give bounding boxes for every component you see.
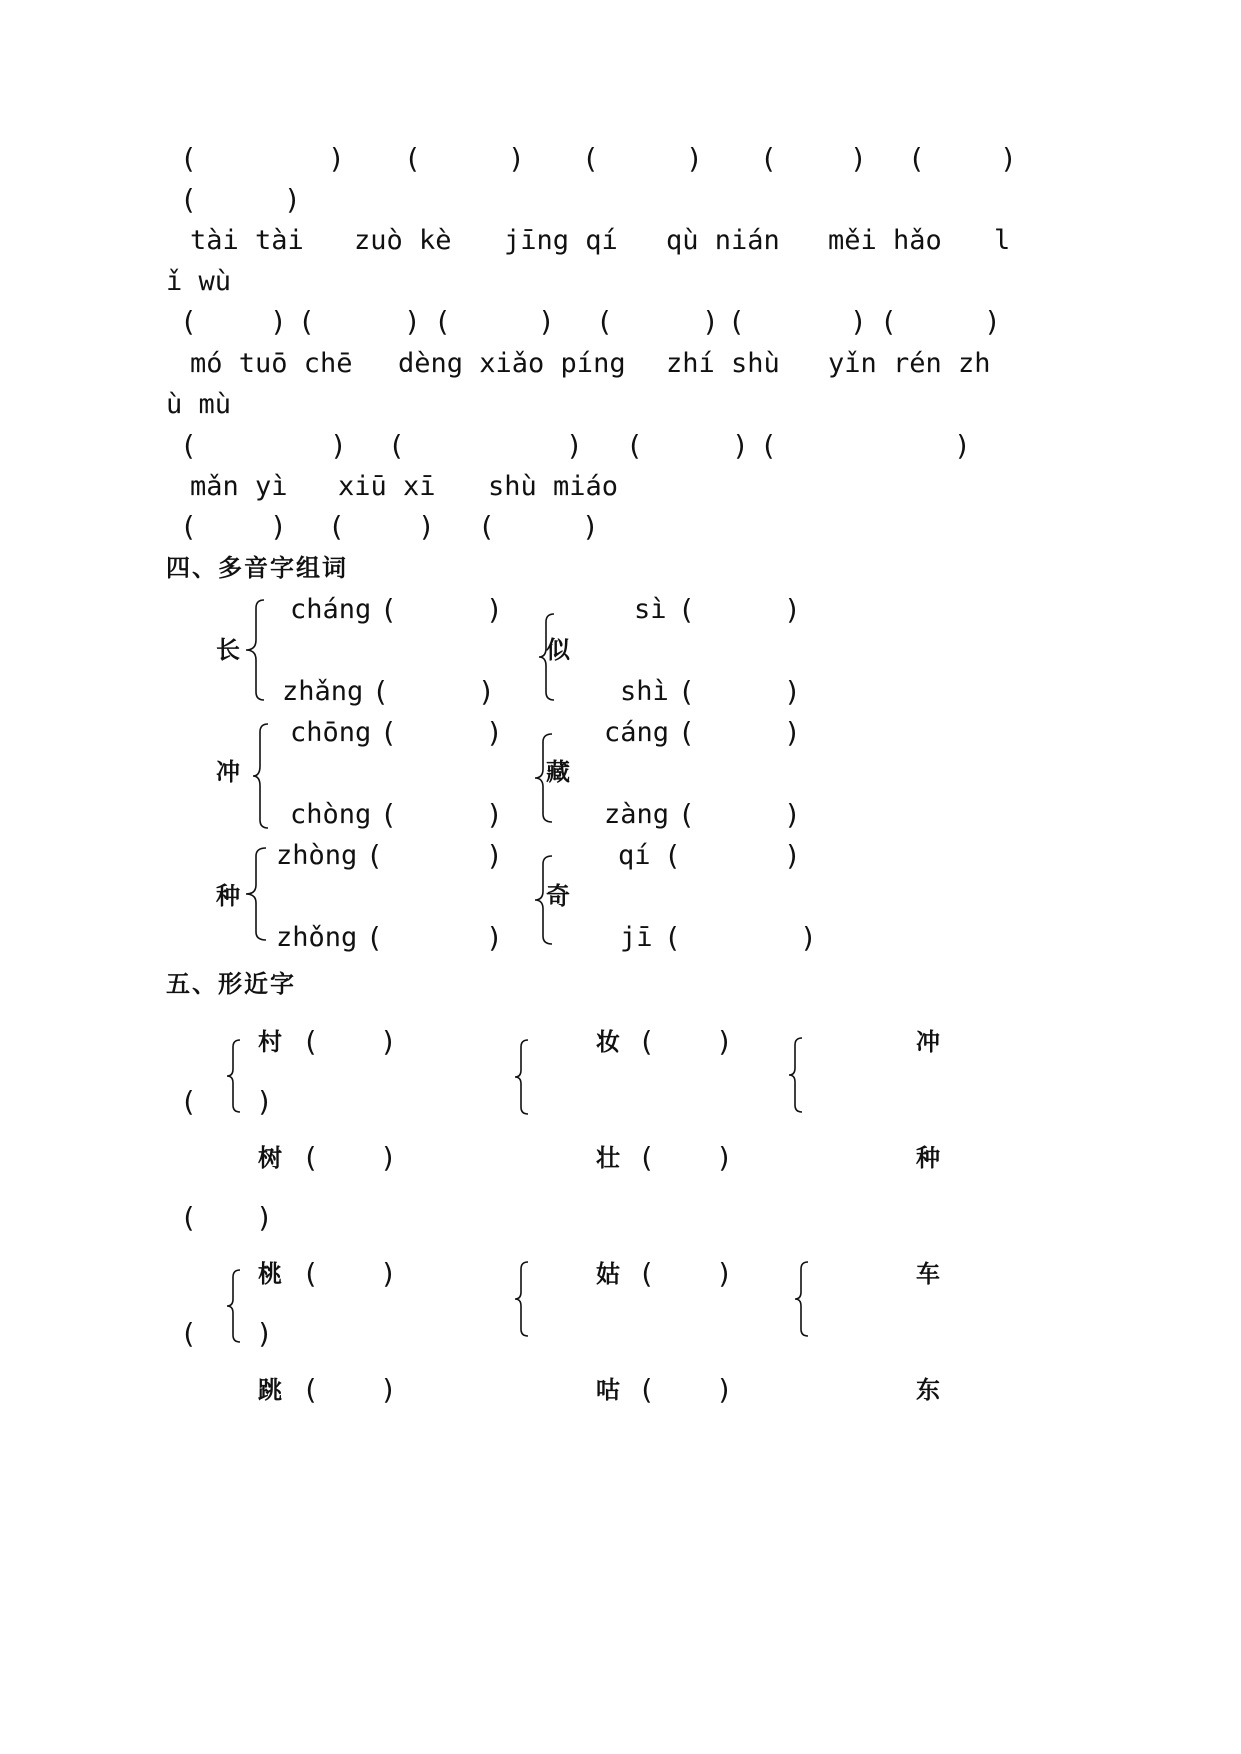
reading: cháng	[290, 594, 372, 625]
paren-close: )	[702, 305, 719, 338]
paren-close: )	[380, 1257, 397, 1290]
paren-close: )	[538, 305, 555, 338]
paren-open: (	[404, 142, 421, 175]
paren-open: (	[678, 798, 695, 831]
paren-open: (	[678, 593, 695, 626]
similar-char: 跳	[258, 1376, 282, 1404]
pinyin-word: ù mù	[166, 389, 232, 420]
paren-close: )	[256, 1317, 273, 1350]
paren-close: )	[486, 593, 503, 626]
similar-char: 村	[258, 1028, 282, 1056]
paren-close: )	[418, 510, 435, 543]
paren-close: )	[784, 593, 801, 626]
paren-open: (	[596, 305, 613, 338]
section-heading: 四、多音字组词	[166, 554, 348, 582]
paren-open: (	[180, 1085, 197, 1118]
similar-char: 桃	[258, 1260, 282, 1288]
paren-close: )	[716, 1373, 733, 1406]
pinyin-word: zuò kè	[354, 225, 452, 256]
paren-close: )	[800, 921, 817, 954]
paren-close: )	[984, 305, 1001, 338]
pinyin-word: mǎn yì	[190, 471, 288, 502]
paren-close: )	[732, 429, 749, 462]
pinyin-word: zhí shù	[666, 348, 780, 379]
reading: qí	[618, 840, 651, 871]
reading: chòng	[290, 799, 372, 830]
paren-close: )	[784, 716, 801, 749]
paren-open: (	[678, 716, 695, 749]
reading: shì	[620, 676, 669, 707]
paren-close: )	[404, 305, 421, 338]
paren-open: (	[302, 1373, 319, 1406]
brace-icon	[244, 848, 268, 940]
paren-open: (	[372, 675, 389, 708]
polyphone-char: 似	[546, 636, 570, 664]
brace-icon	[794, 1262, 812, 1336]
similar-char: 妆	[596, 1028, 620, 1056]
paren-open: (	[626, 429, 643, 462]
reading: zhòng	[276, 840, 358, 871]
reading: sì	[634, 594, 667, 625]
paren-open: (	[180, 1201, 197, 1234]
paren-open: (	[298, 305, 315, 338]
paren-open: (	[328, 510, 345, 543]
pinyin-word: l	[994, 225, 1011, 256]
pinyin-word: jīng qí	[504, 225, 618, 256]
pinyin-word: yǐn rén zh	[828, 348, 991, 379]
paren-close: )	[784, 798, 801, 831]
paren-close: )	[784, 675, 801, 708]
similar-char: 种	[916, 1144, 940, 1172]
reading: jī	[620, 922, 653, 953]
paren-close: )	[486, 716, 503, 749]
paren-open: (	[638, 1257, 655, 1290]
paren-open: (	[880, 305, 897, 338]
polyphone-char: 种	[216, 882, 240, 910]
polyphone-char: 藏	[546, 758, 570, 786]
polyphone-char: 长	[216, 636, 240, 664]
paren-open: (	[908, 142, 925, 175]
paren-open: (	[366, 921, 383, 954]
paren-open: (	[664, 839, 681, 872]
paren-open: (	[302, 1025, 319, 1058]
paren-open: (	[434, 305, 451, 338]
paren-close: )	[256, 1085, 273, 1118]
paren-open: (	[760, 429, 777, 462]
paren-open: (	[664, 921, 681, 954]
paren-close: )	[686, 142, 703, 175]
paren-close: )	[486, 839, 503, 872]
pinyin-word: xiū xī	[338, 471, 436, 502]
similar-char: 壮	[596, 1144, 620, 1172]
paren-open: (	[638, 1373, 655, 1406]
polyphone-char: 奇	[546, 882, 570, 910]
brace-icon	[226, 1270, 244, 1342]
paren-close: )	[478, 675, 495, 708]
paren-close: )	[380, 1373, 397, 1406]
paren-open: (	[388, 429, 405, 462]
paren-close: )	[954, 429, 971, 462]
paren-close: )	[328, 142, 345, 175]
paren-open: (	[638, 1025, 655, 1058]
similar-char: 东	[916, 1376, 940, 1404]
similar-char: 车	[916, 1260, 940, 1288]
paren-open: (	[180, 1317, 197, 1350]
paren-open: (	[366, 839, 383, 872]
pinyin-word: dèng xiǎo píng	[398, 348, 626, 379]
similar-char: 姑	[596, 1260, 620, 1288]
reading: cáng	[604, 717, 670, 748]
similar-char: 咕	[596, 1376, 620, 1404]
paren-open: (	[478, 510, 495, 543]
paren-open: (	[380, 593, 397, 626]
brace-icon	[244, 600, 268, 700]
reading: zàng	[604, 799, 670, 830]
brace-icon	[226, 1040, 244, 1112]
paren-open: (	[760, 142, 777, 175]
reading: chōng	[290, 717, 372, 748]
pinyin-word: mó tuō chē	[190, 348, 353, 379]
paren-close: )	[716, 1257, 733, 1290]
pinyin-word: qù nián	[666, 225, 780, 256]
similar-char: 冲	[916, 1028, 940, 1056]
paren-close: )	[582, 510, 599, 543]
pinyin-word: tài tài	[190, 225, 304, 256]
paren-close: )	[716, 1025, 733, 1058]
paren-close: )	[380, 1025, 397, 1058]
paren-close: )	[270, 305, 287, 338]
paren-close: )	[508, 142, 525, 175]
paren-open: (	[638, 1141, 655, 1174]
paren-open: (	[180, 510, 197, 543]
section-heading: 五、形近字	[166, 970, 296, 998]
paren-open: (	[380, 716, 397, 749]
paren-close: )	[486, 921, 503, 954]
paren-close: )	[716, 1141, 733, 1174]
paren-close: )	[784, 839, 801, 872]
paren-close: )	[566, 429, 583, 462]
pinyin-word: shù miáo	[488, 471, 619, 502]
brace-icon	[788, 1038, 806, 1112]
paren-close: )	[486, 798, 503, 831]
reading: zhǒng	[276, 922, 358, 953]
paren-open: (	[302, 1141, 319, 1174]
paren-open: (	[180, 305, 197, 338]
paren-close: )	[330, 429, 347, 462]
pinyin-word: měi hǎo	[828, 225, 942, 256]
paren-close: )	[284, 183, 301, 216]
paren-open: (	[180, 183, 197, 216]
paren-close: )	[270, 510, 287, 543]
paren-open: (	[180, 429, 197, 462]
paren-open: (	[582, 142, 599, 175]
paren-open: (	[678, 675, 695, 708]
paren-close: )	[850, 305, 867, 338]
polyphone-char: 冲	[216, 758, 240, 786]
brace-icon	[514, 1040, 532, 1114]
paren-close: )	[1000, 142, 1017, 175]
paren-open: (	[302, 1257, 319, 1290]
brace-icon	[252, 724, 272, 828]
paren-close: )	[256, 1201, 273, 1234]
paren-open: (	[728, 305, 745, 338]
paren-close: )	[850, 142, 867, 175]
pinyin-word: ǐ wù	[166, 266, 232, 297]
brace-icon	[514, 1262, 532, 1336]
paren-close: )	[380, 1141, 397, 1174]
paren-open: (	[380, 798, 397, 831]
similar-char: 树	[258, 1144, 282, 1172]
paren-open: (	[180, 142, 197, 175]
reading: zhǎng	[282, 676, 364, 707]
